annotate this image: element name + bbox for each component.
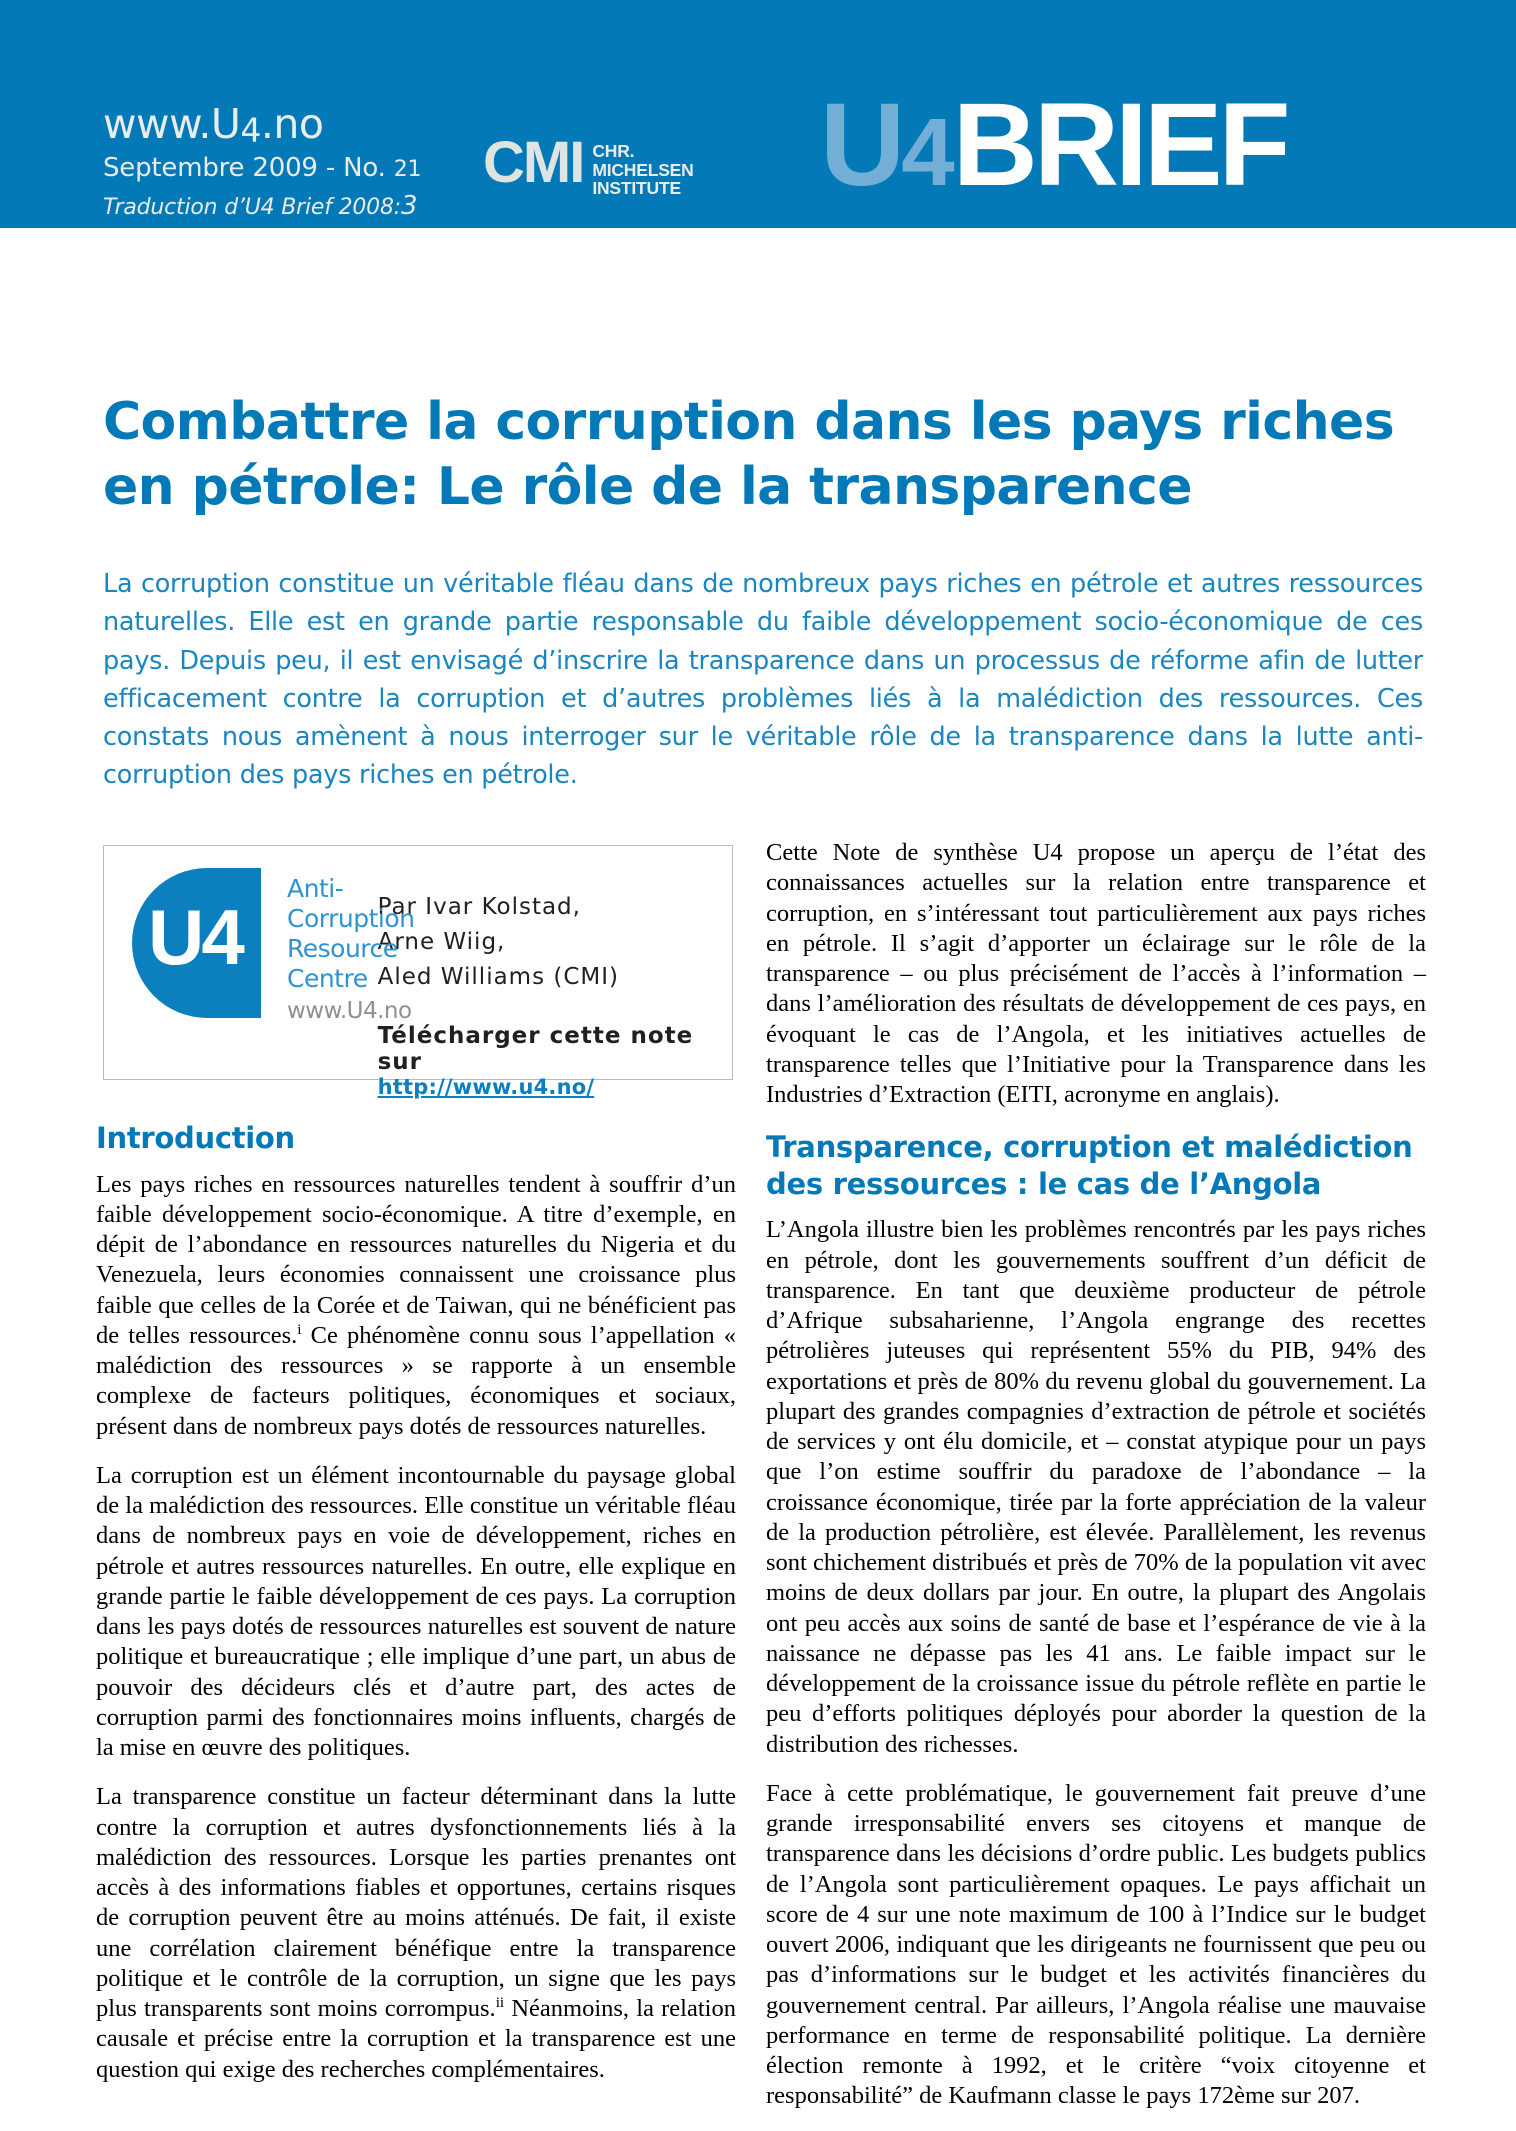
author-names: Par Ivar Kolstad, Arne Wiig, Aled Williams (CMI) (377, 894, 620, 990)
brief-wordmark: BRIEF (952, 79, 1287, 211)
header-publication-info (103, 100, 533, 222)
u4-logo-4: 4 (201, 893, 242, 981)
footnote-marker-ii[interactable]: ii (495, 1993, 505, 2011)
left-column (96, 1120, 736, 2104)
u4-logo-letters (148, 893, 242, 981)
right-column (766, 838, 1426, 2131)
download-link[interactable]: http://www.u4.no/ (377, 1074, 595, 1099)
u4-logo-u: U (148, 893, 202, 981)
resource-centre-url: www.U4.no (287, 998, 412, 1024)
angola-section-heading: Transparence, corruption et malédiction des ressources : le cas de l’Angola (766, 1130, 1413, 1201)
header-url-main: www.U (103, 100, 241, 148)
intro-paragraph-3 (96, 1782, 736, 2085)
page-header-band (0, 0, 1516, 228)
header-translation-number: 3 (400, 191, 418, 222)
u4-logo-mark-icon (132, 868, 282, 1018)
cmi-name-line-1: CHR. (592, 141, 635, 161)
header-issue-date (103, 153, 533, 183)
introduction-heading: Introduction (96, 1121, 295, 1155)
u4-logo-letter-u: U (820, 79, 902, 211)
cmi-name-line-2: MICHELSEN (592, 159, 694, 180)
header-translation-note (103, 191, 533, 221)
download-label: Télécharger cette note sur (377, 1022, 694, 1075)
intro-paragraph-3-continued: Néanmoins, la relation causale et précise entre la corruption et la transparence est une question qui exige des recherches complémentaires. (96, 1995, 736, 2083)
angola-paragraph-1: L’Angola illustre bien les problèmes rencontrés par les pays riches en pétrole, dont les gouvernements souffrent d’un déficit de transparence. En tant que deuxième producteur de pétrole d’Afrique subsaharienne, l’Angola engrange des recettes pétrolières juteuses qui représentent 55% du PIB, 94% des exportations et près de 80% du revenu global du gouvernement. La plupart des grandes compagnies d’extraction de pétrole et sociétés de services y ont élu domicile, et – constat atypique pour un pays que l’on estime souffrir du paradoxe de l’abondance – la croissance économique, tirée par la forte appréciation de la valeur de la production pétrolière, est élevée. Parallèlement, les revenus sont chichement distribués et près de 70% de la population vit avec moins de deux dollars par jour. En outre, la plupart des Angolais ont peu accès aux soins de santé de base et l’espérance de vie à la naissance ne dépasse pas les 41 ans. Le faible impact sur le développement de la croissance issue du pétrole reflète en partie le peu d’efforts politiques déployés pour aborder la question de la distribution des richesses. (766, 1216, 1426, 1758)
resource-centre-name: Anti- Corruption Resource Centre (287, 874, 415, 993)
angola-paragraph-2: Face à cette problématique, le gouvernement fait preuve d’une grande irresponsabilité envers ses citoyens et manque de transparence dans les décisions d’ordre public. Les budgets publics de l’Angola sont particulièrement opaques. Le pays affichait un score de 4 sur une note maximum de 100 à l’Indice sur le budget ouvert 2006, indiquant que les dirigeants ne fournissent que peu ou pas d’informations sur le budget et les activités financières du gouvernement central. Par ailleurs, l’Angola réalise une mauvaise performance en terme de responsabilité politique. La dernière élection remonte à 1992, et le critère “voix citoyenne et responsabilité” de Kaufmann classe le pays 172ème sur 207. (766, 1779, 1426, 2110)
cmi-logo (483, 130, 694, 199)
cmi-name-line-3: INSTITUTE (592, 178, 681, 199)
u4-brief-logo (820, 79, 1287, 211)
author-info-box (103, 845, 733, 1099)
cmi-institute-name (592, 142, 693, 198)
intro-paragraph-1-continued: Ce phénomène connu sous l’appellation « malédiction des ressources » se rapporte à un ensemble complexe de facteurs politiques, économiques et sociaux, présent dans de nombreux pays dotés de ressources naturelles. (96, 1321, 737, 1440)
header-translation-text: Traduction d’U4 Brief 2008: (103, 195, 401, 221)
header-issue-date-text: Septembre 2009 - No. (103, 153, 394, 184)
header-website-url (103, 100, 533, 150)
intro-paragraph-1-text: Les pays riches en ressources naturelles tendent à souffrir d’un faible développement socio-économique. A titre d’exemple, en dépit de l’abondance en ressources naturelles du Nigeria et du Venezuela, leurs économies connaissent une croissance plus faible que celles de la Corée et de Taiwan, qui ne bénéficient pas de telles ressources. (96, 1170, 736, 1349)
header-issue-number: 21 (393, 157, 422, 183)
footnote-marker-i[interactable]: i (297, 1320, 302, 1338)
u4-resource-centre-logo (104, 846, 415, 1079)
intro-paragraph-2: La corruption est un élément incontournable du paysage global de la malédiction des ressources. Elle constitue un véritable fléau dans de nombreux pays en voie de développement, riches en pétrole et autres ressources naturelles. En outre, elle explique en grande partie le faible développement de ces pays. La corruption dans les pays dotés de ressources naturelles est souvent de nature politique et bureaucratique ; elle implique d’une part, un abus de pouvoir des décideurs clés et d’autre part, des actes de corruption parmi des fonctionnaires moins influents, chargés de la mise en œuvre des politiques. (96, 1461, 736, 1762)
intro-paragraph-1 (96, 1170, 736, 1442)
header-url-four: 4 (240, 110, 261, 150)
abstract-paragraph: La corruption constitue un véritable fléau dans de nombreux pays riches en pétrole et autres ressources naturelles. Elle est en grande partie responsable du faible développement socio-économique de ces pays. Depuis peu, il est envisagé d’inscrire la transparence dans un processus de réforme afin de lutter efficacement contre la corruption et d’autres problèmes liés à la malédiction des ressources. Ces constats nous amènent à nous interroger sur le véritable rôle de la transparence dans la lutte anti-corruption des pays riches en pétrole. (103, 569, 1423, 791)
cmi-wordmark: CMI (483, 130, 584, 195)
u4-logo-digit-4: 4 (901, 99, 951, 206)
intro-paragraph-3-text: La transparence constitue un facteur déterminant dans la lutte contre la corruption et autres dysfonctionnements liés à la malédiction des ressources. Lorsque les parties prenantes ont accès à des informations fiables et opportunes, certains risques de corruption peuvent être au moins atténués. De fait, il existe une corrélation clairement bénéfique entre la transparence politique et le contrôle de la corruption, un signe que les pays plus transparents sont moins corrompus. (96, 1783, 736, 2023)
header-url-tail: .no (260, 100, 324, 148)
lead-paragraph: Cette Note de synthèse U4 propose un aperçu de l’état des connaissances actuelles sur la relation entre transparence et corruption, en s’intéressant tout particulièrement aux pays riches en pétrole. Il s’agit d’apporter un éclairage sur le rôle de la transparence – ou plus précisément de l’accès à l’information – dans l’amélioration des résultats de développement de ces pays, en évoquant le cas de l’Angola, et les initiatives actuelles de transparence telles que l’Initiative pour la Transparence dans les Industries d’Extraction (EITI, acronyme en anglais). (766, 839, 1426, 1108)
page-title: Combattre la corruption dans les pays riches en pétrole: Le rôle de la transparence (103, 391, 1395, 518)
u4-brief-logo-u4 (820, 79, 951, 211)
